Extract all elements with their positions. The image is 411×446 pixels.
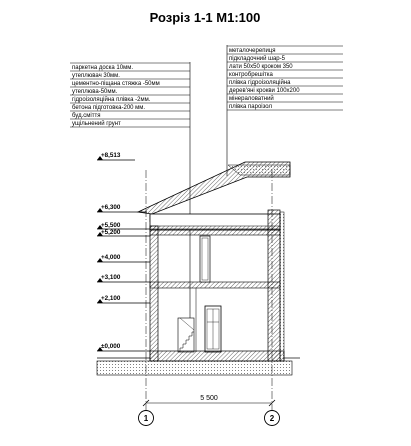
- floor-note-7: ущільнений грунт: [72, 121, 121, 127]
- level-mark-3100: [97, 274, 150, 282]
- floor-note-3: утеплюва-50мм.: [72, 89, 118, 95]
- level-label: +2,100: [101, 295, 121, 302]
- roof-note-7: плівка пароізол: [229, 104, 273, 110]
- ground-door: [205, 306, 221, 352]
- roof: [138, 162, 290, 222]
- level-mark-8513: [97, 152, 135, 160]
- drawing-title: Розріз 1-1 М1:100: [149, 10, 261, 25]
- level-label: +5,500: [101, 222, 121, 229]
- level-label: ±0,000: [101, 343, 121, 350]
- level-label: +3,100: [101, 274, 121, 281]
- floor-note-6: буд.сміття: [72, 113, 101, 119]
- level-mark-2100: [97, 295, 150, 303]
- floor-note-4: гідроізоляційна плівка -2мм.: [72, 97, 151, 103]
- axis-marker-2: [265, 411, 280, 426]
- roof-note-1: підкладочний шар-5: [229, 56, 285, 62]
- level-mark-0000: [97, 343, 150, 351]
- level-label: +6,300: [101, 204, 121, 211]
- upper-window: [200, 236, 210, 282]
- level-label: +8,513: [101, 152, 121, 159]
- floor-slab: [150, 229, 280, 288]
- floor-note-0: паркетна доска 10мм.: [72, 65, 134, 71]
- axis-label: 2: [269, 414, 275, 423]
- roof-note-5: дерев'яні крокви 100х200: [229, 88, 300, 94]
- level-mark-5200: [97, 229, 150, 236]
- ground-foundation: [97, 351, 300, 375]
- level-label: +5,200: [101, 229, 121, 236]
- roof-note-0: металочерепиця: [229, 48, 276, 54]
- floor-note-5: бетона підготовка-200 мм.: [72, 105, 146, 111]
- dimension-line: [143, 395, 275, 406]
- roof-note-3: контробрешітка: [229, 72, 273, 78]
- level-mark-4000: [97, 254, 150, 262]
- level-markers: [97, 152, 150, 351]
- level-label: +4,000: [101, 254, 121, 261]
- level-mark-6300: [97, 204, 147, 212]
- stairs: [178, 288, 196, 352]
- axis-label: 1: [143, 414, 149, 423]
- roof-note-6: мінераловатний: [229, 96, 274, 102]
- dimension-label: 5 500: [200, 395, 218, 402]
- attic-floor: [150, 214, 280, 230]
- axis-marker-1: [139, 411, 154, 426]
- level-mark-5500: [97, 222, 150, 229]
- floor-note-1: утеплювач 30мм.: [72, 73, 120, 79]
- roof-note-4: плівка гідроізоляційна: [229, 80, 291, 86]
- roof-notes: [227, 45, 343, 176]
- floor-note-2: цементно-піщана стяжка -50мм: [72, 81, 160, 87]
- roof-note-2: лати 50х50 кроком 350: [229, 64, 293, 70]
